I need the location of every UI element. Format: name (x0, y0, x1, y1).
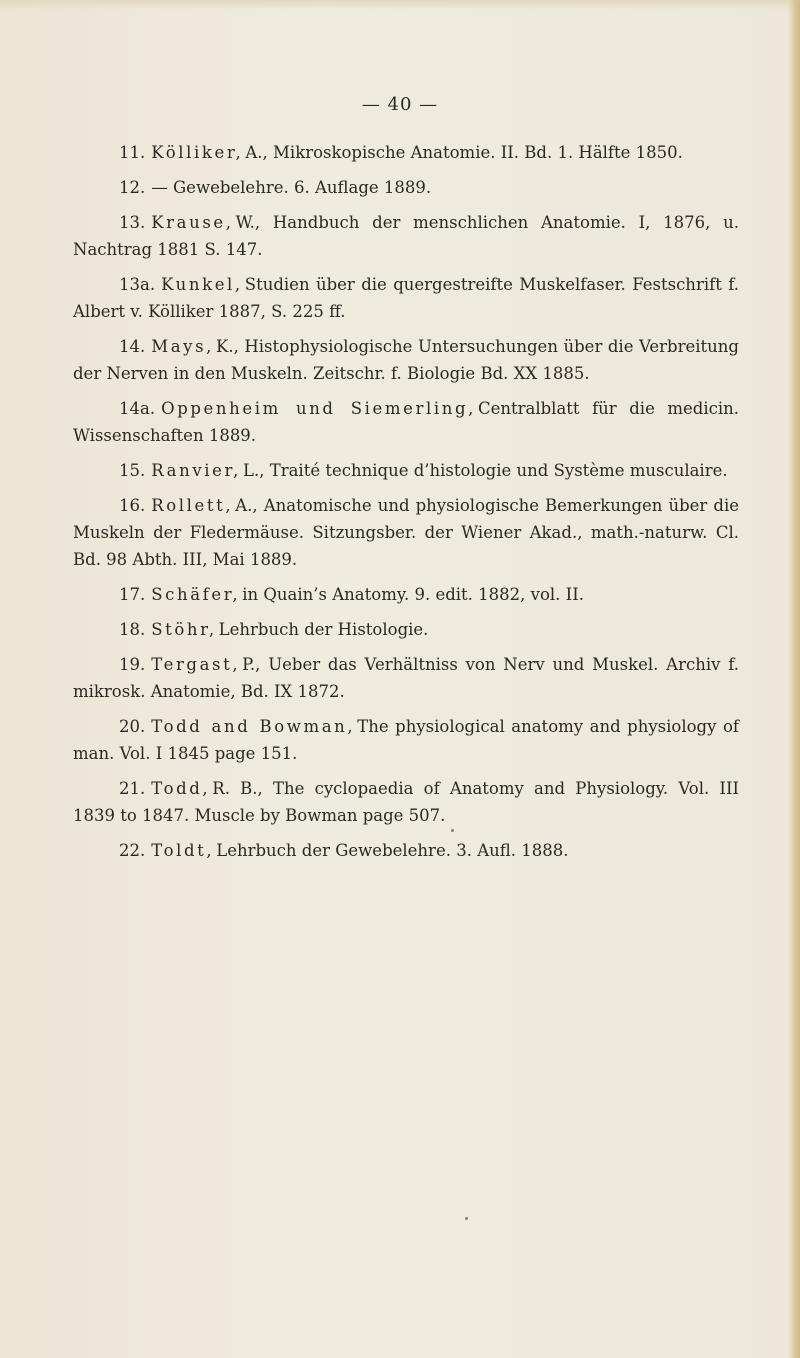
reference-author: Oppenheim und Siemerling, (161, 399, 476, 418)
page-top-edge (0, 0, 800, 10)
reference-number: 14. (119, 337, 146, 356)
reference-number: 16. (119, 496, 146, 515)
reference-author: Todd and Bowman, (151, 717, 356, 736)
reference-entry (73, 174, 739, 201)
reference-number: 13a. (119, 275, 156, 294)
reference-author: Rollett, (151, 496, 234, 515)
reference-text: — Gewebelehre. 6. Auflage 1889. (151, 178, 432, 197)
reference-number: 12. (119, 178, 146, 197)
reference-number: 14a. (119, 399, 156, 418)
reference-author: Ranvier, (151, 461, 241, 480)
reference-author: Krause, (151, 213, 234, 232)
reference-number: 18. (119, 620, 146, 639)
reference-author: Tergast, (151, 655, 241, 674)
reference-number: 21. (119, 779, 146, 798)
reference-entry (73, 581, 739, 608)
page-right-edge (788, 0, 800, 1358)
reference-entry (73, 651, 739, 705)
reference-number: 20. (119, 717, 146, 736)
reference-text: The physiological anatomy and physiology of man. Vol. I 1845 page 151. (73, 717, 739, 763)
reference-entry (73, 775, 739, 829)
reference-number: 13. (119, 213, 146, 232)
reference-author: Todd, (151, 779, 211, 798)
reference-text: P., Ueber das Verhältniss von Nerv und Muskel. Archiv f. mikrosk. Anatomie, Bd. IX 1872. (73, 655, 739, 701)
reference-list (73, 139, 739, 872)
paper-speck (451, 829, 454, 832)
reference-text: W., Handbuch der menschlichen Anatomie. I, 1876, u. Nachtrag 1881 S. 147. (73, 213, 739, 259)
reference-entry (73, 616, 739, 643)
reference-text: A., Mikroskopische Anatomie. II. Bd. 1. Hälfte 1850. (245, 143, 683, 162)
reference-number: 19. (119, 655, 146, 674)
reference-number: 22. (119, 841, 146, 860)
reference-author: Toldt, (151, 841, 215, 860)
reference-entry (73, 209, 739, 263)
reference-author: Kunkel, (161, 275, 243, 294)
reference-text: Centralblatt für die medicin. Wissenschaften 1889. (73, 399, 740, 445)
reference-text: Lehrbuch der Gewebelehre. 3. Aufl. 1888. (216, 841, 569, 860)
reference-text: Studien über die quergestreifte Muskelfaser. Festschrift f. Albert v. Kölliker 1887, S. 225 ff. (73, 275, 739, 321)
reference-entry (73, 713, 739, 767)
reference-text: K., Histophysiologische Untersuchungen über die Verbreitung der Nerven in den Muskeln. Zeitschr. f. Biologie Bd. XX 1885. (73, 337, 739, 383)
reference-text: Lehrbuch der Histologie. (218, 620, 429, 639)
reference-text: A., Anatomische und physiologische Bemerkungen über die Muskeln der Fledermäuse. Sitzungsber. der Wiener Akad., math.-naturw. Cl. Bd. 98 Abth. III, Mai 1889. (73, 496, 739, 569)
reference-number: 11. (119, 143, 146, 162)
reference-entry (73, 139, 739, 166)
reference-text: L., Traité technique d’histologie und Système musculaire. (243, 461, 728, 480)
reference-author: Kölliker, (151, 143, 244, 162)
reference-number: 17. (119, 585, 146, 604)
reference-author: Mays, (151, 337, 215, 356)
reference-entry (73, 837, 739, 864)
reference-author: Schäfer, (151, 585, 241, 604)
page-number: — 40 — (361, 94, 439, 115)
reference-text: R. B., The cyclopaedia of Anatomy and Physiology. Vol. III 1839 to 1847. Muscle by Bowman page 507. (73, 779, 739, 825)
reference-text: in Quain’s Anatomy. 9. edit. 1882, vol. II. (242, 585, 584, 604)
reference-entry (73, 457, 739, 484)
reference-entry (73, 395, 739, 449)
paper-speck (465, 1217, 468, 1220)
reference-entry (73, 271, 739, 325)
reference-entry (73, 492, 739, 573)
reference-entry (73, 333, 739, 387)
reference-number: 15. (119, 461, 146, 480)
reference-author: Stöhr, (151, 620, 217, 639)
